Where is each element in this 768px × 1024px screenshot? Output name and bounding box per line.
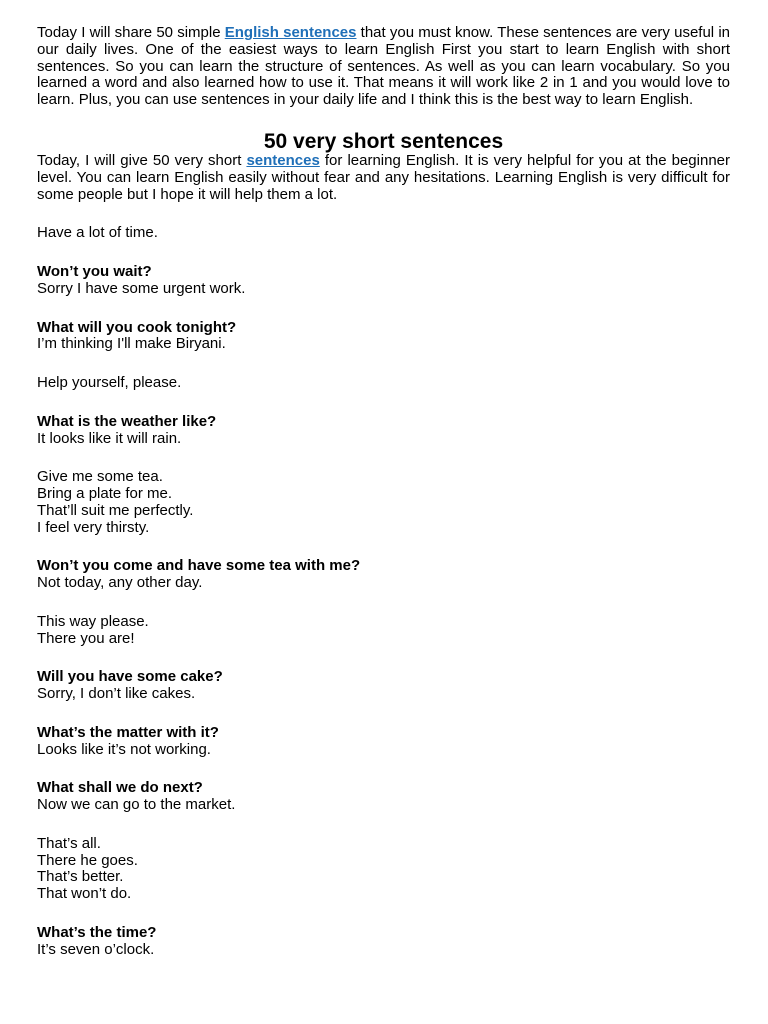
sentence-line: Have a lot of time. — [37, 224, 158, 242]
question-line: Won’t you come and have some tea with me? — [37, 557, 361, 575]
sentence-line: It’s seven o’clock. — [37, 940, 155, 958]
intro-text-before: Today I will share 50 simple — [37, 24, 225, 41]
sentence-block — [37, 925, 730, 959]
second-intro-text-before: Today, I will give 50 very short — [37, 151, 247, 169]
sentence-line: I feel very thirsty. — [37, 518, 150, 536]
question-line: What’s the matter with it? — [37, 723, 219, 741]
sentence-block — [37, 558, 730, 592]
sentence-block — [37, 264, 730, 298]
intro-text-after: that you must know. These sentences are very useful in our daily lives. One of the easiest ways to learn English First you start to learn English with short sentences. So you can learn the structure of sentences. As well as you can learn vocabulary. So you learned a word and also learned how to use it. That means it will work like 2 in 1 and you would love to learn. Plus, you can use sentences in your daily life and I think this is the best way to learn English. — [37, 24, 730, 109]
question-line: Won’t you wait? — [37, 263, 152, 281]
sentence-line: Help yourself, please. — [37, 374, 182, 392]
sentence-block — [37, 780, 730, 814]
sentence-line: Sorry I have some urgent work. — [37, 279, 246, 297]
sentence-line: There you are! — [37, 629, 135, 647]
question-line: What is the weather like? — [37, 412, 217, 430]
sentence-line: I’m thinking I'll make Biryani. — [37, 335, 226, 353]
sentence-block — [37, 469, 730, 536]
sentence-line: That’ll suit me perfectly. — [37, 501, 194, 519]
second-intro-text-after: for learning English. It is very helpful for you at the beginner level. You can learn English easily without fear and any hesitations. Learning English is very difficult for some people but I hope it will help them a lot. — [37, 151, 730, 203]
question-line: What will you cook tonight? — [37, 318, 237, 336]
sentence-list — [37, 225, 730, 958]
sentence-line: That won’t do. — [37, 885, 132, 903]
sentence-line: That’s better. — [37, 868, 124, 886]
document-page — [37, 0, 730, 980]
sentence-line: Not today, any other day. — [37, 574, 203, 592]
sentence-block — [37, 375, 730, 392]
sentence-block — [37, 614, 730, 648]
intro-paragraph — [37, 25, 730, 109]
question-line: What shall we do next? — [37, 779, 203, 797]
question-line: What’s the time? — [37, 923, 157, 941]
sentence-block — [37, 225, 730, 242]
sentence-line: There he goes. — [37, 851, 138, 869]
sentence-line: Give me some tea. — [37, 468, 163, 486]
section-heading: 50 very short sentences — [263, 129, 504, 153]
english-sentences-link[interactable]: English sentences — [224, 24, 357, 41]
sentence-block — [37, 725, 730, 759]
sentence-line: That’s all. — [37, 834, 101, 852]
sentence-block — [37, 836, 730, 903]
sentence-block — [37, 414, 730, 448]
question-line: Will you have some cake? — [37, 668, 223, 686]
sentence-block — [37, 320, 730, 354]
sentence-line: Sorry, I don’t like cakes. — [37, 685, 196, 703]
sentence-line: This way please. — [37, 612, 149, 630]
second-intro-paragraph — [37, 153, 730, 203]
sentence-block — [37, 669, 730, 703]
sentence-line: It looks like it will rain. — [37, 429, 182, 447]
sentence-line: Now we can go to the market. — [37, 796, 236, 814]
sentence-line: Bring a plate for me. — [37, 485, 173, 502]
sentences-link[interactable]: sentences — [246, 151, 320, 169]
sentence-line: Looks like it’s not working. — [37, 740, 211, 758]
